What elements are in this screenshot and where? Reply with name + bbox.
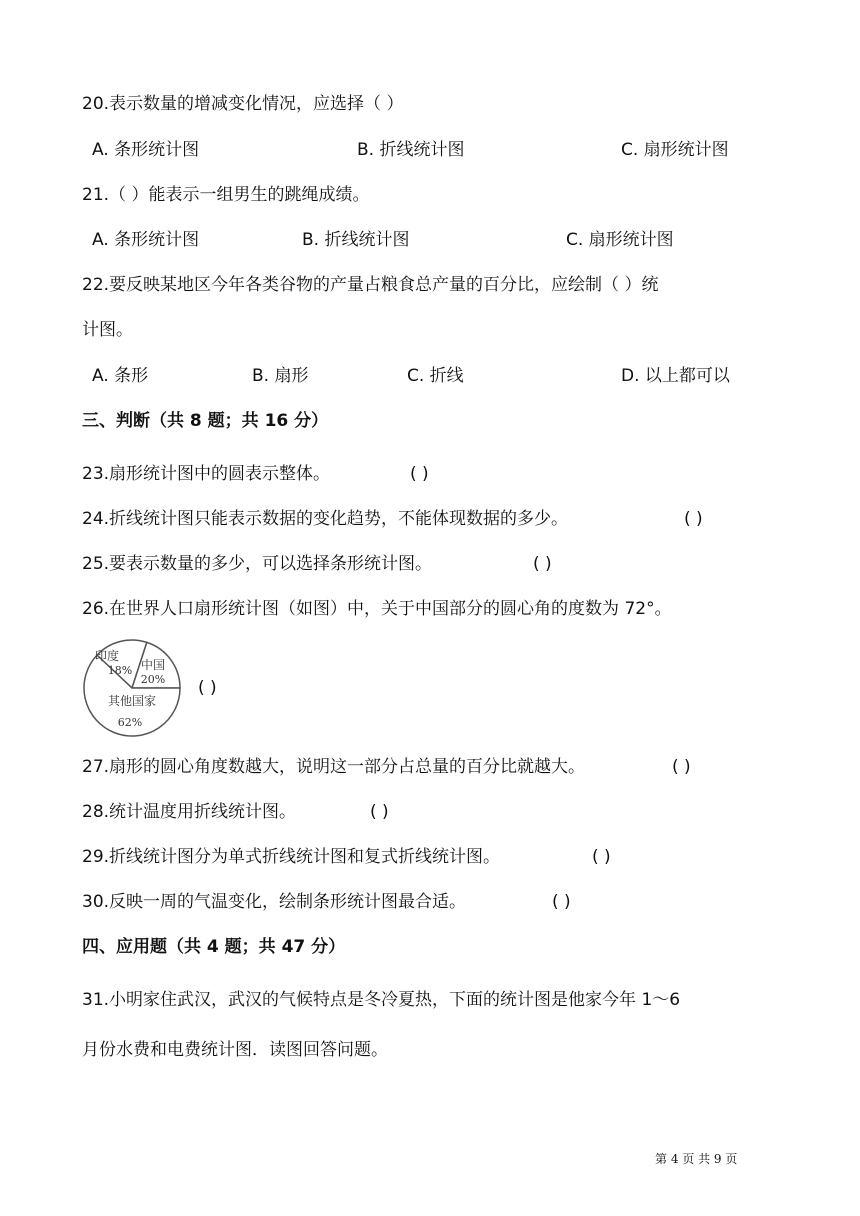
question-29-answer-paren: ( ) <box>592 847 611 867</box>
question-21-option-b: B. 折线统计图 <box>302 230 410 250</box>
question-25-answer-paren: ( ) <box>533 554 552 574</box>
pie-label-others: 其他国家 <box>107 694 157 708</box>
page-number-footer: 第 4 页 共 9 页 <box>655 1152 738 1166</box>
question-21-stem: 21.（ ）能表示一组男生的跳绳成绩。 <box>82 185 370 205</box>
question-24-text: 24.折线统计图只能表示数据的变化趋势，不能体现数据的多少。 <box>82 509 569 529</box>
question-29-text: 29.折线统计图分为单式折线统计图和复式折线统计图。 <box>82 847 501 867</box>
question-20-option-c: C. 扇形统计图 <box>621 140 729 160</box>
pie-value-china: 20% <box>140 673 166 686</box>
question-22-option-d: D. 以上都可以 <box>621 366 730 386</box>
question-20-stem: 20.表示数量的增减变化情况，应选择（ ） <box>82 94 404 114</box>
question-28-text: 28.统计温度用折线统计图。 <box>82 802 297 822</box>
question-20-option-a: A. 条形统计图 <box>92 140 200 160</box>
question-25-text: 25.要表示数量的多少，可以选择条形统计图。 <box>82 554 433 574</box>
question-22-option-c: C. 折线 <box>407 366 464 386</box>
pie-label-india: 印度 <box>94 649 120 663</box>
question-24-answer-paren: ( ) <box>684 509 703 529</box>
question-31-line1: 31.小明家住武汉，武汉的气候特点是冬冷夏热，下面的统计图是他家今年 1～6 <box>82 990 681 1010</box>
world-population-pie-chart <box>80 638 190 738</box>
question-22-option-b: B. 扇形 <box>252 366 309 386</box>
section-3-title: 三、判断（共 8 题；共 16 分） <box>82 411 329 431</box>
pie-value-india: 18% <box>107 664 133 677</box>
question-26-text: 26.在世界人口扇形统计图（如图）中，关于中国部分的圆心角的度数为 72°。 <box>82 599 672 619</box>
question-28-answer-paren: ( ) <box>370 802 389 822</box>
question-31-line2: 月份水费和电费统计图．读图回答问题。 <box>82 1040 388 1060</box>
question-22-stem-line1: 22.要反映某地区今年各类谷物的产量占粮食总产量的百分比，应绘制（ ）统 <box>82 275 659 295</box>
pie-label-china: 中国 <box>140 658 166 672</box>
question-27-answer-paren: ( ) <box>672 757 691 777</box>
question-27-text: 27.扇形的圆心角度数越大，说明这一部分占总量的百分比就越大。 <box>82 757 586 777</box>
question-30-text: 30.反映一周的气温变化，绘制条形统计图最合适。 <box>82 892 467 912</box>
section-4-title: 四、应用题（共 4 题；共 47 分） <box>82 937 346 957</box>
question-21-option-a: A. 条形统计图 <box>92 230 200 250</box>
question-20-option-b: B. 折线统计图 <box>357 140 465 160</box>
question-22-option-a: A. 条形 <box>92 366 149 386</box>
question-26-answer-paren: ( ) <box>198 678 217 698</box>
question-23-answer-paren: ( ) <box>410 464 429 484</box>
question-22-stem-line2: 计图。 <box>82 320 133 340</box>
pie-value-others: 62% <box>117 716 143 729</box>
question-30-answer-paren: ( ) <box>552 892 571 912</box>
question-23-text: 23.扇形统计图中的圆表示整体。 <box>82 464 331 484</box>
question-21-option-c: C. 扇形统计图 <box>566 230 674 250</box>
